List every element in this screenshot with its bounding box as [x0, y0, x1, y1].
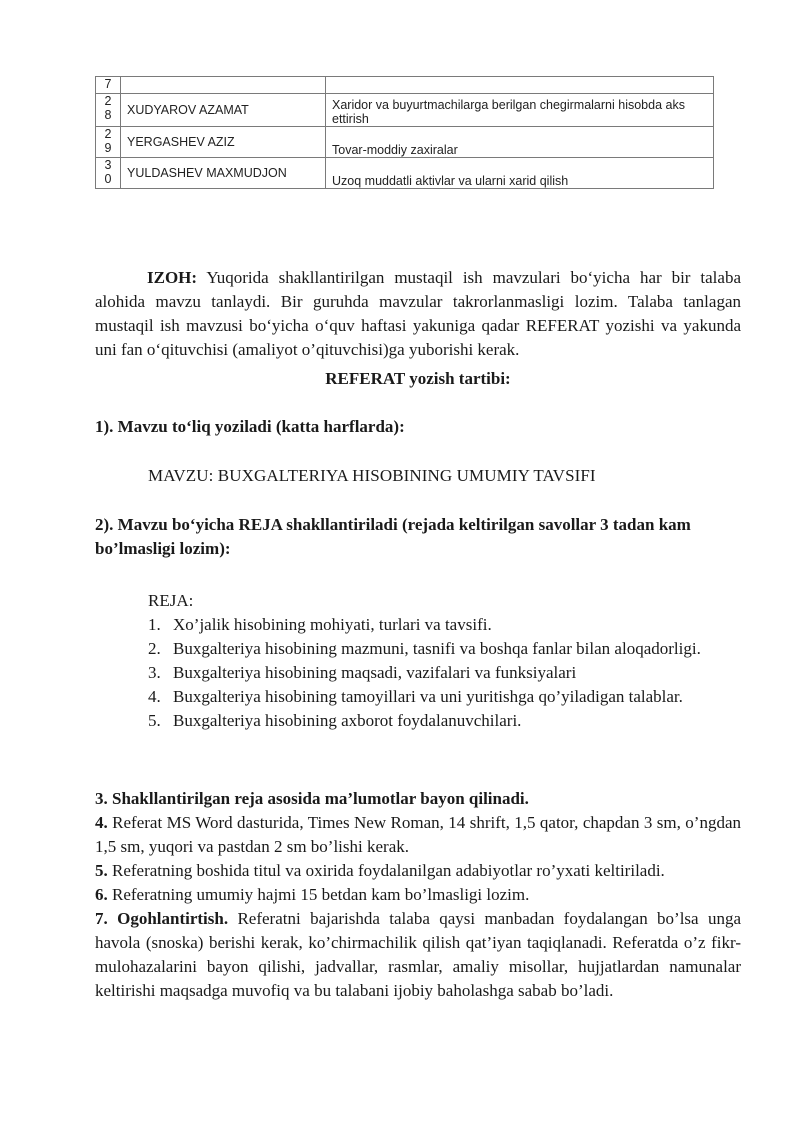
- step-4: [95, 811, 741, 859]
- izoh-text: Yuqorida shakllantirilgan mustaqil ish mavzulari bo‘yicha har bir talaba alohida mavzu tanlaydi. Bir guruhda mavzular takrorlanmasligi lozim. Talaba tanlagan mustaqil ish mavzusi bo‘yicha o‘quv haftasi yakuniga qadar REFERAT yozishi va yakunda uni fan o‘qituvchisi (amaliyot o’qituvchisi)ga yuborishi kerak.: [95, 268, 741, 359]
- topic-cell: Xaridor va buyurtmachilarga berilgan chegirmalarni hisobda aks ettirish: [326, 94, 714, 127]
- table-row: [96, 158, 714, 189]
- item-text: Xo’jalik hisobining mohiyati, turlari va tavsifi.: [173, 615, 492, 634]
- step-4-label: 4.: [95, 813, 108, 832]
- student-name: YERGASHEV AZIZ: [121, 127, 326, 158]
- table-row: [96, 127, 714, 158]
- row-number: 3 0: [96, 158, 121, 189]
- step-7-label: 7. Ogohlantirtish.: [95, 909, 229, 928]
- student-name: [121, 77, 326, 94]
- item-number: 3.: [148, 663, 161, 682]
- item-text: Buxgalteriya hisobining maqsadi, vazifalari va funksiyalari: [173, 663, 577, 682]
- list-item: [148, 685, 748, 709]
- list-item: [148, 661, 748, 685]
- list-item: [148, 637, 748, 661]
- item-text: Buxgalteriya hisobining tamoyillari va uni yuritishga qo’yiladigan talablar.: [173, 687, 683, 706]
- item-number: 5.: [148, 711, 161, 730]
- table-row: [96, 77, 714, 94]
- topics-table: [95, 76, 714, 189]
- row-number: 7: [96, 77, 121, 94]
- izoh-label: IZOH:: [147, 268, 198, 287]
- student-name: YULDASHEV MAXMUDJON: [121, 158, 326, 189]
- step-5-text: Referatning boshida titul va oxirida foydalanilgan adabiyotlar ro’yxati keltiriladi.: [107, 861, 665, 880]
- reja-list: [148, 613, 748, 733]
- student-name: XUDYAROV AZAMAT: [121, 94, 326, 127]
- step-6: [95, 883, 741, 907]
- item-number: 2.: [148, 639, 161, 658]
- reja-title: REJA:: [148, 591, 194, 610]
- step-2-heading: 2). Mavzu bo‘yicha REJA shakllantiriladi (rejada keltirilgan savollar 3 tadan kam bo’lmasligi lozim):: [95, 515, 691, 558]
- item-text: Buxgalteriya hisobining axborot foydalanuvchilari.: [173, 711, 522, 730]
- step-7: [95, 907, 741, 1003]
- item-number: 4.: [148, 687, 161, 706]
- mavzu-line: MAVZU: BUXGALTERIYA HISOBINING UMUMIY TAVSIFI: [148, 466, 596, 485]
- row-number: 2 8: [96, 94, 121, 127]
- list-item: [148, 709, 748, 733]
- item-text: Buxgalteriya hisobining mazmuni, tasnifi va boshqa fanlar bilan aloqadorligi.: [173, 639, 701, 658]
- list-item: [148, 613, 748, 637]
- izoh-paragraph: [95, 266, 741, 362]
- step-5-label: 5.: [95, 861, 108, 880]
- reja-block: [148, 589, 748, 733]
- item-number: 1.: [148, 615, 161, 634]
- table-row: [96, 94, 714, 127]
- step-1-heading: 1). Mavzu to‘liq yoziladi (katta harflarda):: [95, 417, 405, 436]
- topic-cell: Uzoq muddatli aktivlar va ularni xarid qilish: [326, 158, 714, 189]
- step-5: [95, 859, 741, 883]
- topic-cell: Tovar-moddiy zaxiralar: [326, 127, 714, 158]
- topic-cell: [326, 77, 714, 94]
- step-3: 3. Shakllantirilgan reja asosida ma’lumotlar bayon qilinadi.: [95, 789, 529, 808]
- step-7-text: Referatni bajarishda talaba qaysi manbadan foydalangan bo’lsa unga havola (snoska) berishi kerak, ko’chirmachilik qilish qat’iyan taqiqlanadi. Referatda o’z fikr-mulohazalarini bayon qilishi, jadvallar, rasmlar, amaliy misollar, hujjatlardan namunalar keltirishi maqsadga muvofiq va bu talabani ijobiy baholashga sabab bo’ladi.: [95, 909, 741, 1000]
- step-6-text: Referatning umumiy hajmi 15 betdan kam bo’lmasligi lozim.: [107, 885, 530, 904]
- step-6-label: 6.: [95, 885, 108, 904]
- row-number: 2 9: [96, 127, 121, 158]
- referat-rules-title: REFERAT yozish tartibi:: [325, 369, 511, 388]
- step-4-text: Referat MS Word dasturida, Times New Roman, 14 shrift, 1,5 qator, chapdan 3 sm, o’ngdan 1,5 sm, yuqori va pastdan 2 sm bo’lishi kerak.: [95, 813, 741, 856]
